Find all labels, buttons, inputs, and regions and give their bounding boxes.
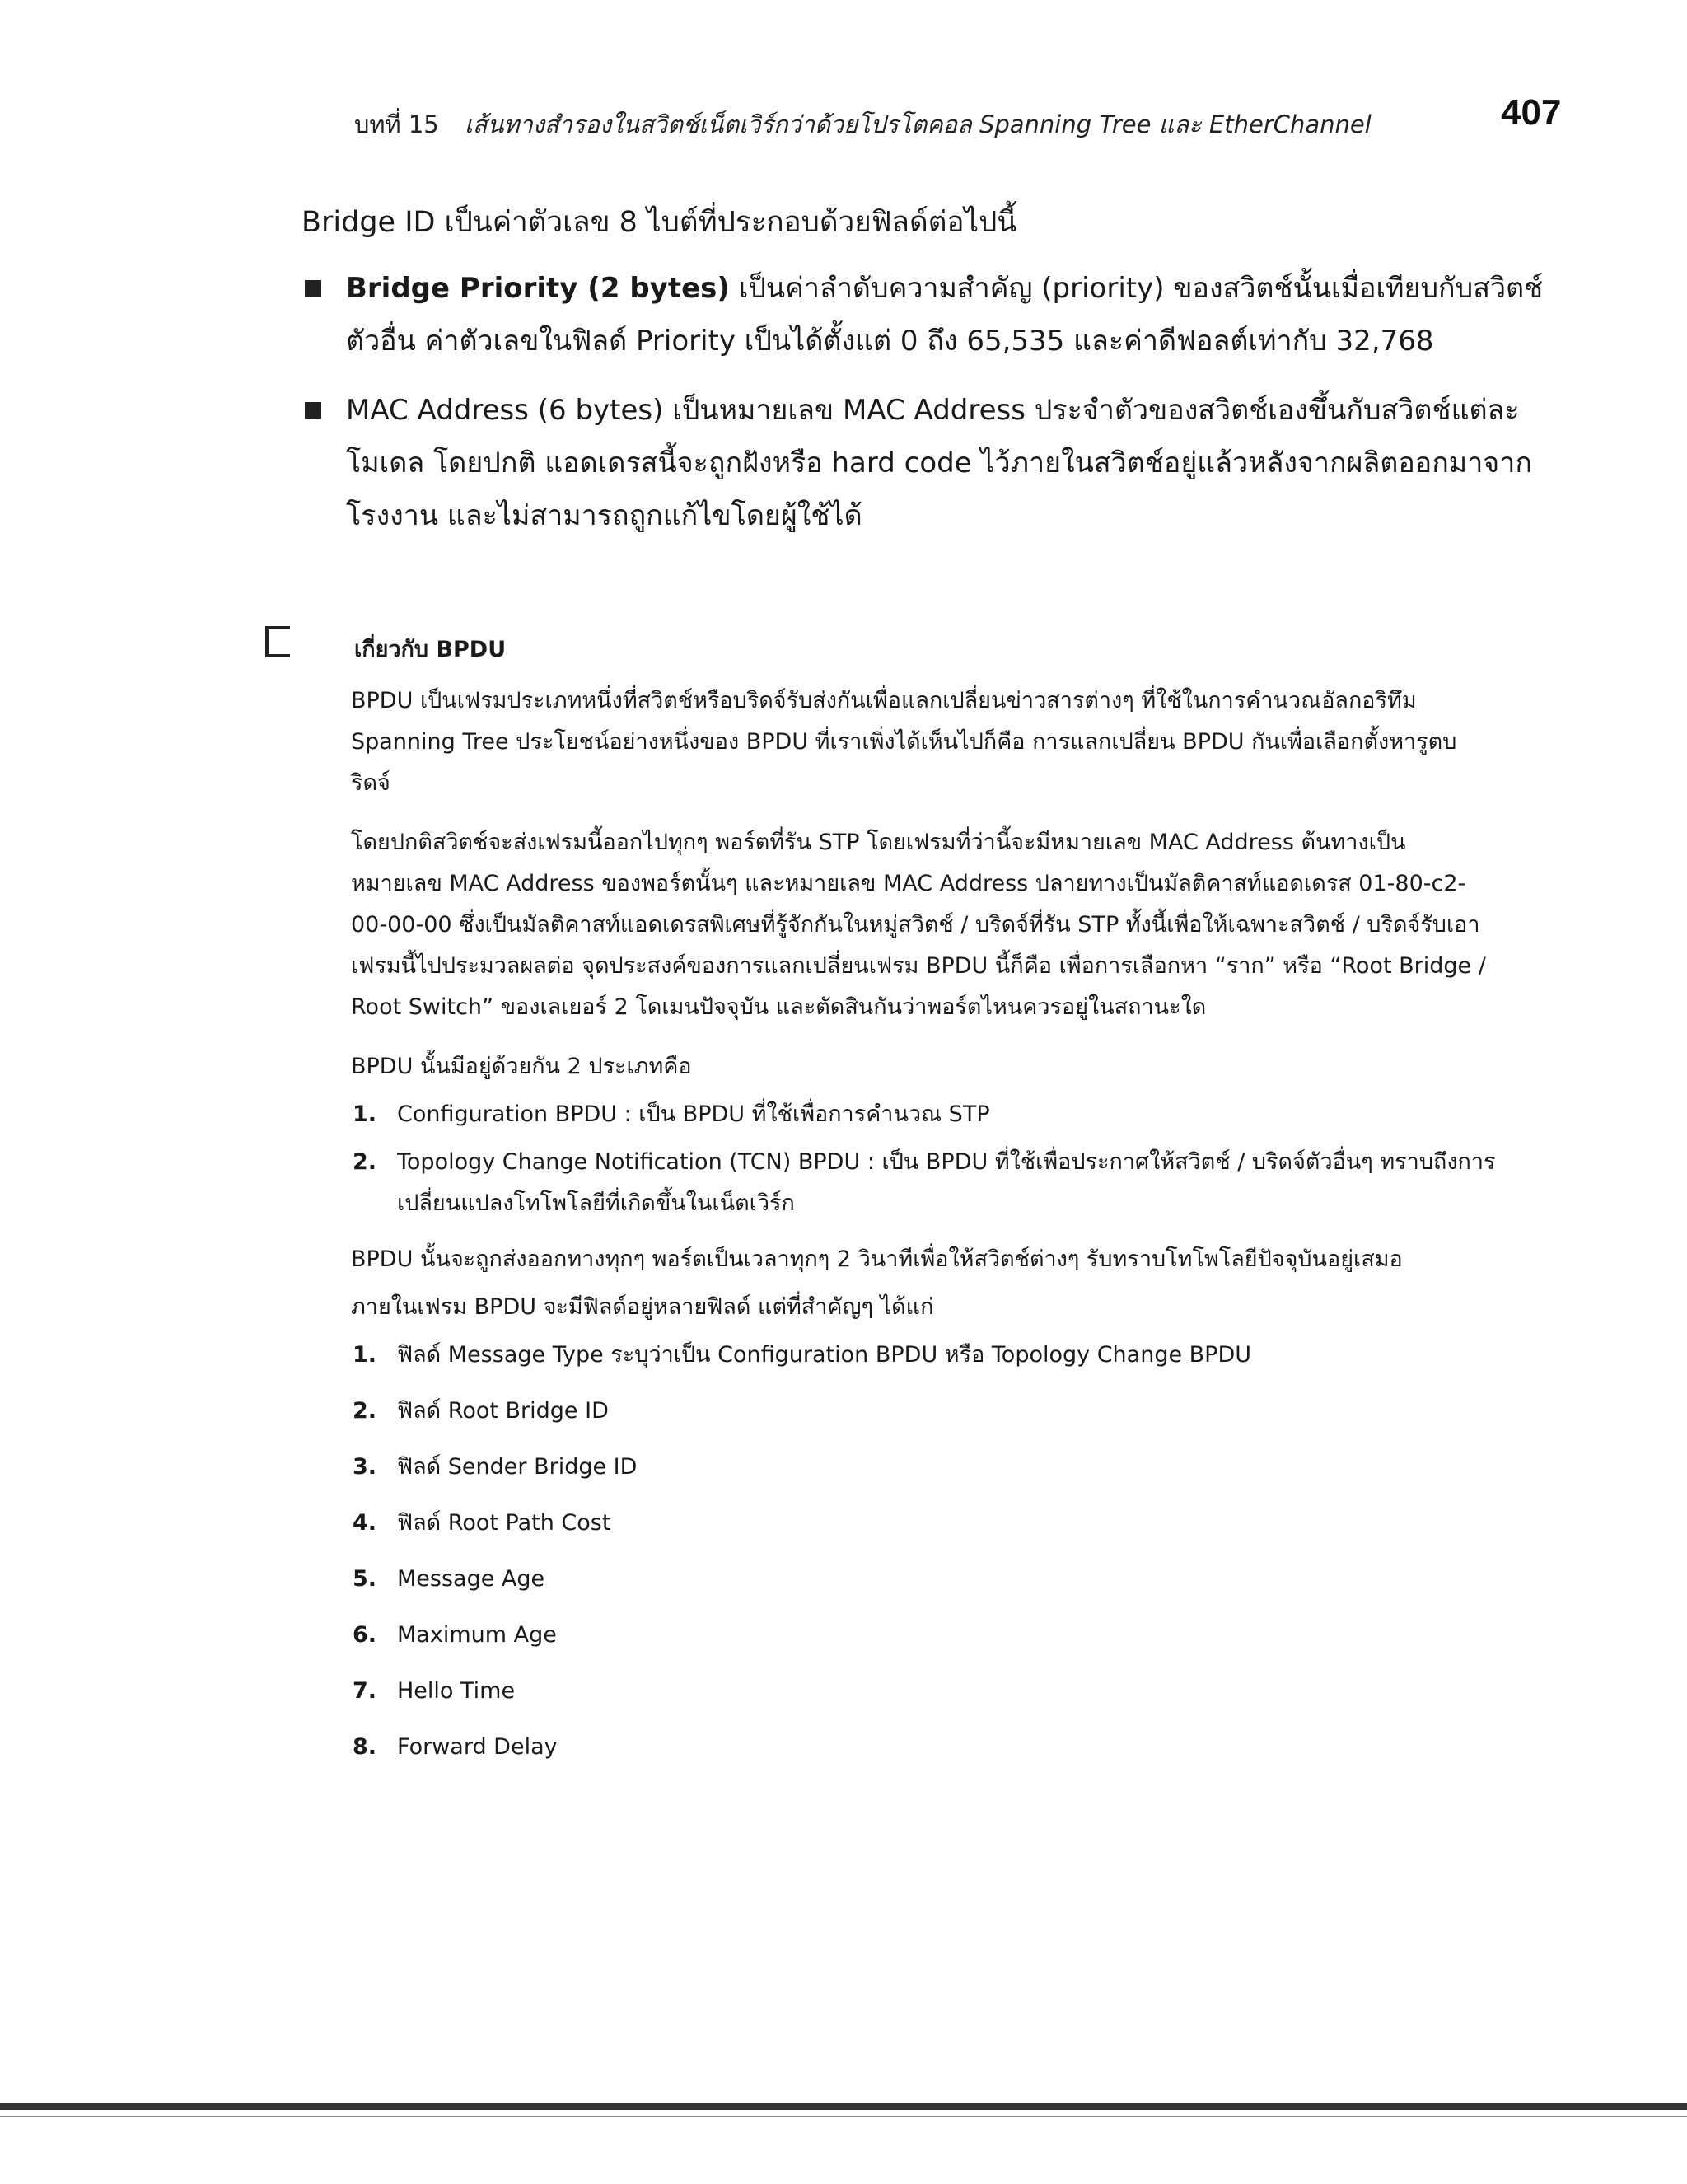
item-number: 1. bbox=[353, 1342, 377, 1368]
list-item bbox=[351, 1335, 1496, 1376]
paragraph: BPDU นั้นมีอยู่ด้วยกัน 2 ประเภทคือ bbox=[351, 1054, 692, 1079]
item-number: 5. bbox=[353, 1566, 377, 1592]
list-item bbox=[351, 1503, 1496, 1544]
bullet-text: MAC Address (6 bytes) เป็นหมายเลข MAC Address ประจำตัวของสวิตช์เองขึ้นกับสวิตช์แต่ละโมเดล โดยปกติ แอดเดรสนี้จะถูกฝังหรือ hard code ไว้ภายในสวิตช์อยู่แล้วหลังจากผลิตออกมาจากโรงงาน และไม่สามารถถูกแก้ไขโดยผู้ใช้ได้ bbox=[346, 394, 1532, 532]
bottom-rule-thin bbox=[0, 2116, 1687, 2117]
list-item bbox=[351, 1559, 1496, 1600]
chapter-title: เส้นทางสำรองในสวิตช์เน็ตเวิร์กว่าด้วยโปรโตคอล Spanning Tree และ EtherChannel bbox=[464, 110, 1372, 138]
paragraph: โดยปกติสวิตช์จะส่งเฟรมนี้ออกไปทุกๆ พอร์ตที่รัน STP โดยเฟรมที่ว่านี้จะมีหมายเลข MAC Address ต้นทางเป็นหมายเลข MAC Address ของพอร์ตนั้นๆ และหมายเลข MAC Address ปลายทางเป็นมัลติคาสท์แอดเดรส 01-80-c2-00-00-00 ซึ่งเป็นมัลติคาสท์แอดเดรสพิเศษที่รู้จักกันในหมู่สวิตช์ / บริดจ์ที่รัน STP ทั้งนี้เพื่อให้เฉพาะสวิตช์ / บริดจ์รับเอาเฟรมนี้ไปประมวลผลต่อ จุดประสงค์ของการแลกเปลี่ยนเฟรม BPDU นี้ก็คือ เพื่อการเลือกหา “ราก” หรือ “Root Bridge / Root Switch” ของเลเยอร์ 2 โดเมนปัจจุบัน และตัดสินกันว่าพอร์ตไหนควรอยู่ในสถานะใด bbox=[351, 830, 1486, 1020]
item-number: 2. bbox=[353, 1149, 377, 1175]
item-number: 2. bbox=[353, 1398, 377, 1424]
list-item bbox=[351, 1094, 1496, 1135]
box-heading: เกี่ยวกับ BPDU bbox=[354, 637, 507, 662]
bpdu-types-list bbox=[351, 1094, 1496, 1224]
bpdu-fields-list bbox=[351, 1335, 1496, 1768]
item-text: Forward Delay bbox=[397, 1734, 558, 1760]
bridge-id-intro: Bridge ID เป็นค่าตัวเลข 8 ไบต์ที่ประกอบด้วยฟิลด์ต่อไปนี้ bbox=[301, 206, 1017, 239]
item-text: ฟิลด์ Message Type ระบุว่าเป็น Configuration BPDU หรือ Topology Change BPDU bbox=[397, 1342, 1252, 1368]
item-number: 1. bbox=[353, 1101, 377, 1127]
item-number: 3. bbox=[353, 1454, 377, 1480]
bullet-term: Bridge Priority (2 bytes) bbox=[346, 272, 730, 305]
item-text: Topology Change Notification (TCN) BPDU : เป็น BPDU ที่ใช้เพื่อประกาศให้สวิตช์ / บริดจ์ตัวอื่นๆ ทราบถึงการเปลี่ยนแปลงโทโพโลยีที่เกิดขึ้นในเน็ตเวิร์ก bbox=[397, 1149, 1496, 1216]
list-item bbox=[351, 1142, 1496, 1224]
list-item bbox=[351, 1727, 1496, 1768]
list-item bbox=[351, 1671, 1496, 1712]
item-number: 7. bbox=[353, 1678, 377, 1704]
page-number: 407 bbox=[1501, 92, 1562, 133]
item-number: 8. bbox=[353, 1734, 377, 1760]
paragraph: BPDU นั้นจะถูกส่งออกทางทุกๆ พอร์ตเป็นเวลาทุกๆ 2 วินาทีเพื่อให้สวิตช์ต่างๆ รับทราบโทโพโลยีปัจจุบันอยู่เสมอ bbox=[351, 1246, 1403, 1272]
item-text: Hello Time bbox=[397, 1678, 516, 1704]
item-text: Configuration BPDU : เป็น BPDU ที่ใช้เพื่อการคำนวณ STP bbox=[397, 1101, 990, 1127]
list-item bbox=[351, 1391, 1496, 1432]
item-text: ฟิลด์ Root Path Cost bbox=[397, 1510, 611, 1536]
running-header bbox=[354, 105, 1565, 143]
bridge-id-fields bbox=[301, 262, 1545, 559]
paragraph: ภายในเฟรม BPDU จะมีฟิลด์อยู่หลายฟิลด์ แต่ที่สำคัญๆ ได้แก่ bbox=[351, 1294, 934, 1320]
square-bullet-icon bbox=[305, 280, 321, 297]
list-item bbox=[351, 1447, 1496, 1488]
item-text: ฟิลด์ Sender Bridge ID bbox=[397, 1454, 638, 1480]
bpdu-info-box bbox=[351, 680, 1496, 1783]
bracket-icon bbox=[265, 626, 290, 657]
list-item bbox=[351, 1615, 1496, 1656]
item-number: 4. bbox=[353, 1510, 377, 1536]
item-text: ฟิลด์ Root Bridge ID bbox=[397, 1398, 609, 1424]
square-bullet-icon bbox=[305, 402, 321, 419]
list-item bbox=[301, 262, 1545, 367]
chapter-label: บทที่ 15 bbox=[354, 110, 439, 138]
bullet-text: เป็นค่าลำดับความสำคัญ (priority) ของสวิตช์นั้นเมื่อเทียบกับสวิตช์ตัวอื่น ค่าตัวเลขในฟิลด์ Priority เป็นได้ตั้งแต่ 0 ถึง 65,535 และค่าดีฟอลต์เท่ากับ 32,768 bbox=[346, 272, 1544, 358]
item-text: Message Age bbox=[397, 1566, 545, 1592]
item-text: Maximum Age bbox=[397, 1622, 557, 1648]
list-item bbox=[301, 384, 1545, 542]
item-number: 6. bbox=[353, 1622, 377, 1648]
bottom-rule bbox=[0, 2103, 1687, 2110]
paragraph: BPDU เป็นเฟรมประเภทหนึ่งที่สวิตช์หรือบริดจ์รับส่งกันเพื่อแลกเปลี่ยนข่าวสารต่างๆ ที่ใช้ในการคำนวณอัลกอริทึม Spanning Tree ประโยชน์อย่างหนึ่งของ BPDU ที่เราเพิ่งได้เห็นไปก็คือ การแลกเปลี่ยน BPDU กันเพื่อเลือกตั้งหารูตบริดจ์ bbox=[351, 688, 1457, 796]
